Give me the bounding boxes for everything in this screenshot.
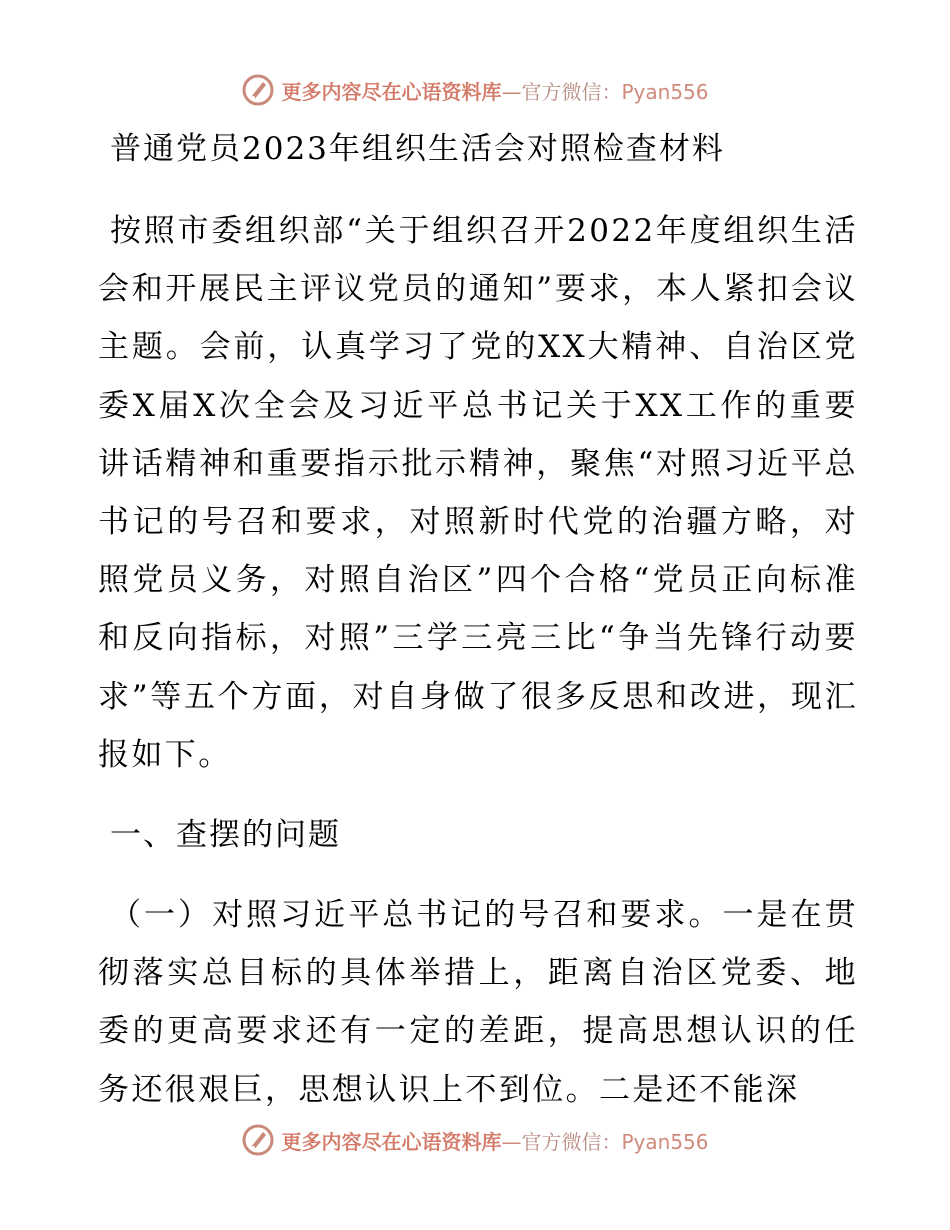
watermark-site: 更多内容尽在心语资料库 (281, 79, 502, 104)
intro-paragraph: 按照市委组织部“关于组织召开2022年度组织生活会和开展民主评议党员的通知”要求，本人紧扣会议主题。会前，认真学习了党的XX大精神、自治区党委X届X次全会及习近平总书记关于XX工作的重要讲话精神和重要指示批示精神，聚焦“对照习近平总书记的号召和要求，对照新时代党的治疆方略，对照党员义务，对照自治区”四个合格“党员正向标准和反向指标，对照”三学三亮三比“争当先锋行动要求”等五个方面，对自身做了很多反思和改进，现汇报如下。 (98, 213, 858, 773)
watermark-banner-bottom (0, 1120, 950, 1160)
watermark-text (281, 1126, 708, 1155)
document-title: 普通党员2023年组织生活会对照检查材料 (110, 131, 725, 167)
watermark-label: 官方微信： (521, 1129, 622, 1154)
watermark-dash: — (501, 1129, 522, 1154)
watermark-banner-top (0, 70, 950, 110)
section-heading: 一、查摆的问题 (110, 817, 341, 854)
watermark-text (281, 76, 708, 105)
watermark-handle: Pyan556 (621, 1129, 709, 1154)
watermark-dash: — (501, 79, 522, 104)
watermark-label: 官方微信： (521, 79, 622, 104)
document-body (98, 122, 858, 1119)
pen-nib-seal-icon (241, 73, 275, 107)
watermark-site: 更多内容尽在心语资料库 (281, 1129, 502, 1154)
section-paragraph: （一）对照习近平总书记的号召和要求。一是在贯彻落实总目标的具体举措上，距离自治区党委、地委的更高要求还有一定的差距，提高思想认识的任务还很艰巨，思想认识上不到位。二是还不能深 (98, 897, 858, 1108)
watermark-handle: Pyan556 (621, 79, 709, 104)
pen-nib-seal-icon (241, 1123, 275, 1157)
